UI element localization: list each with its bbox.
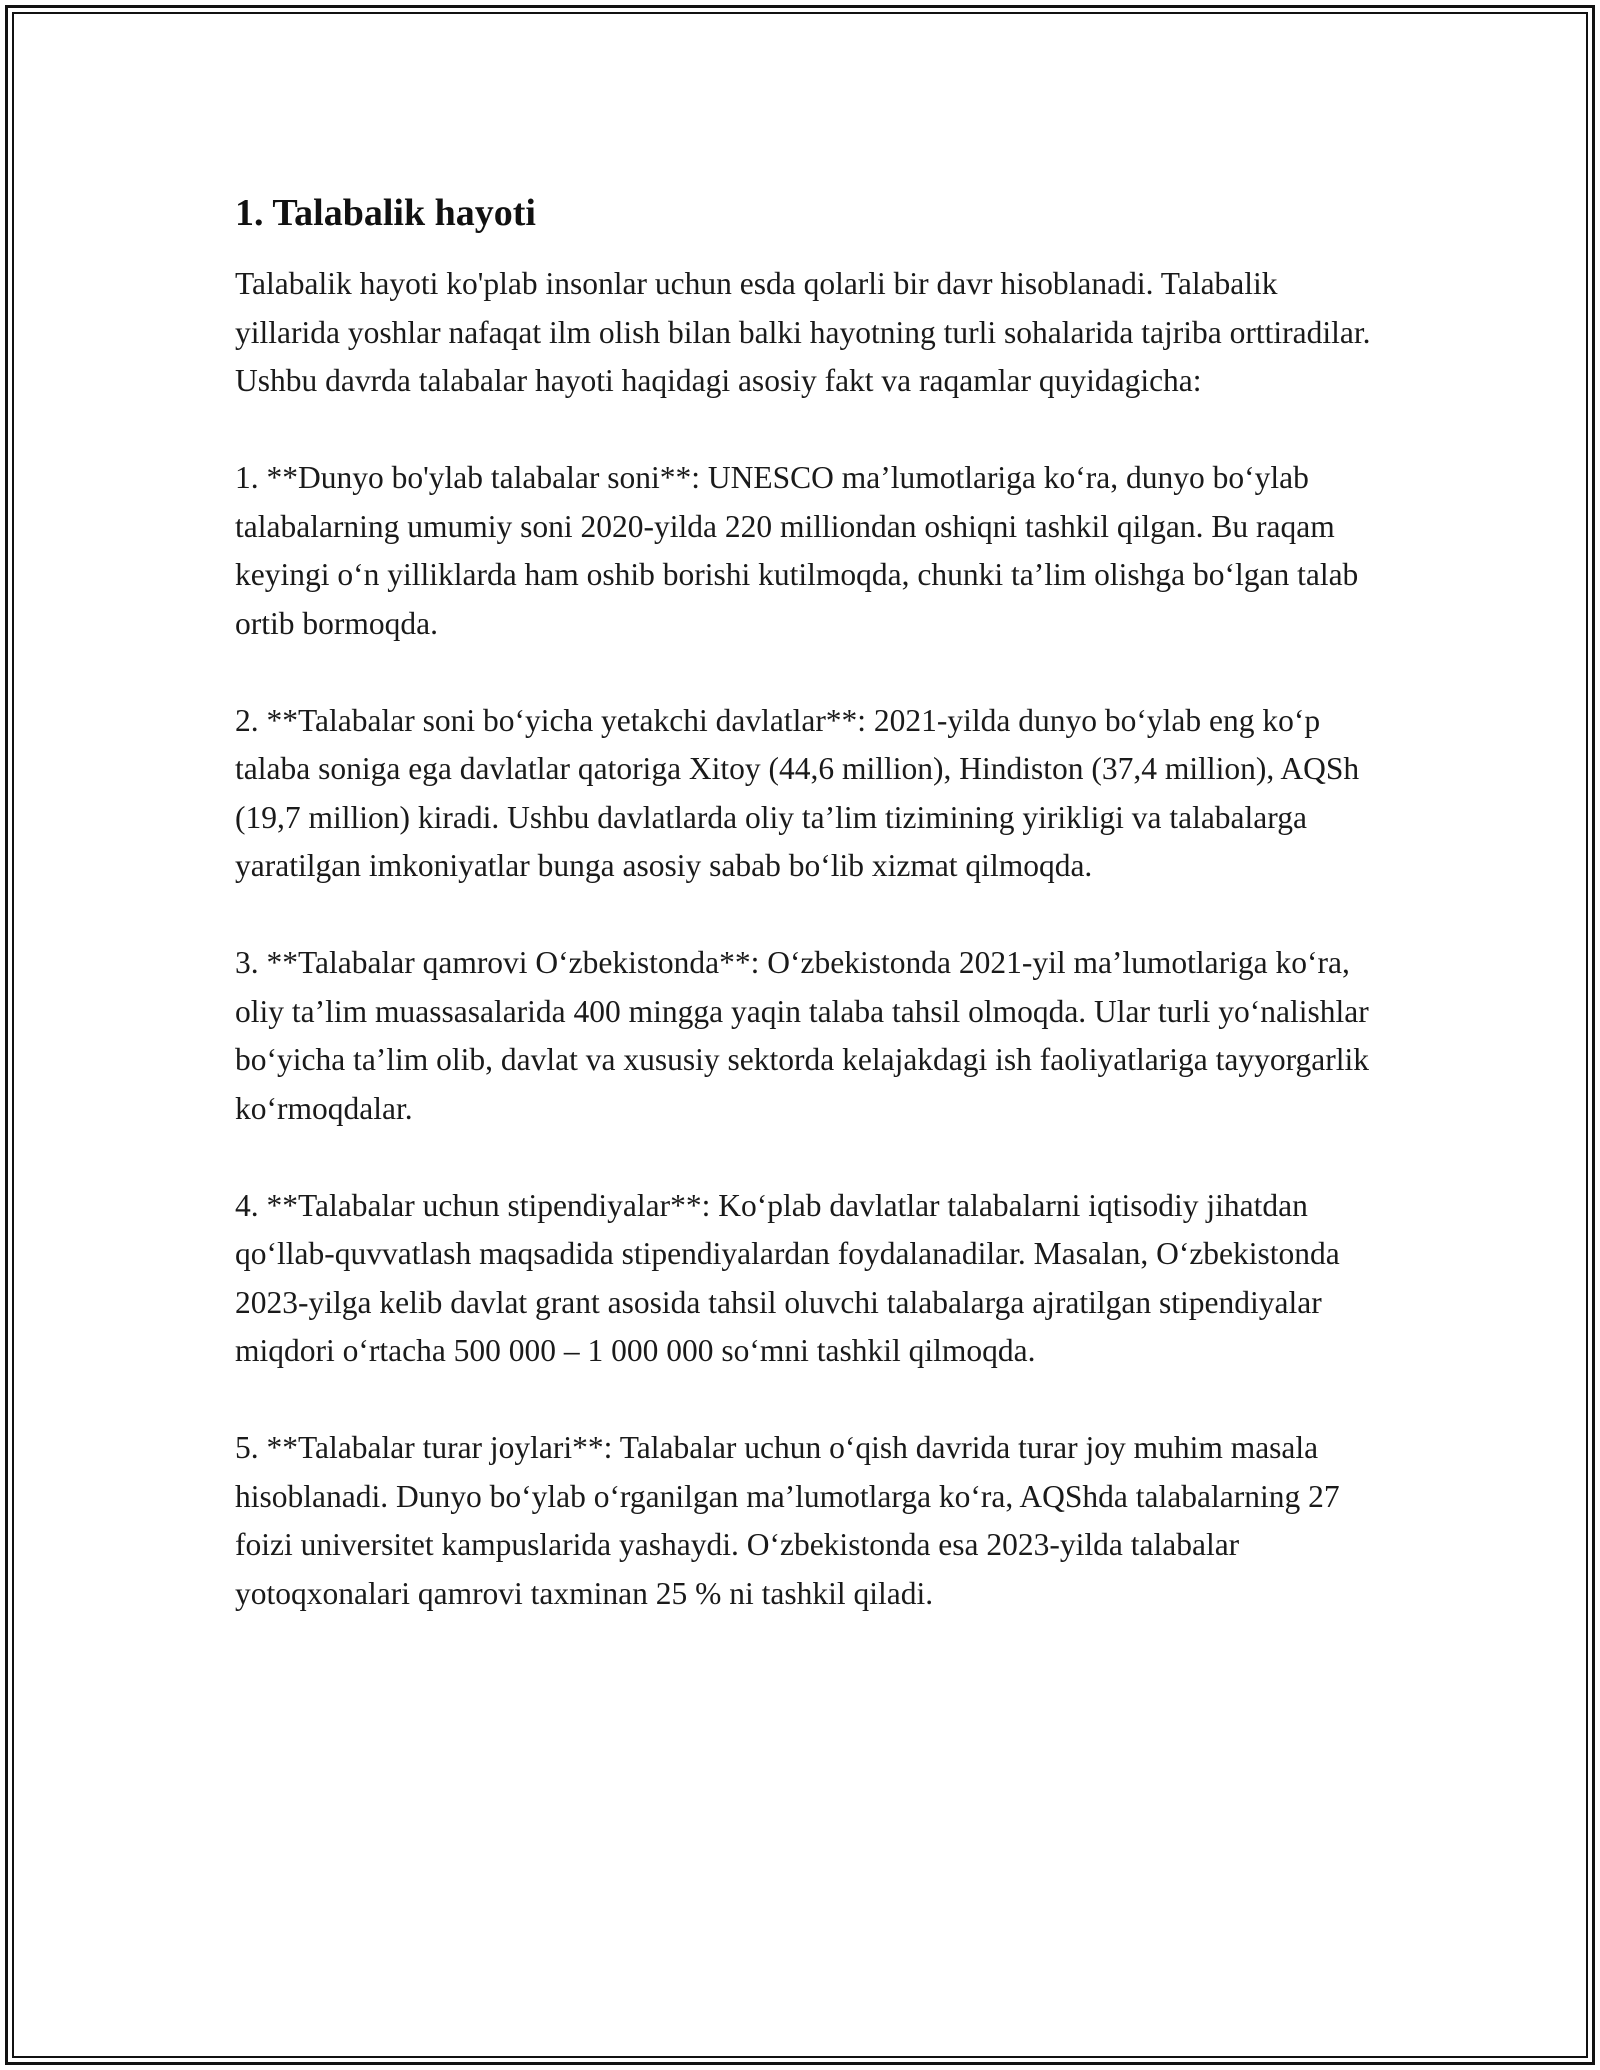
list-item-5: 5. **Talabalar turar joylari**: Talabalar uchun o‘qish davrida turar joy muhim masala hisoblanadi. Dunyo bo‘ylab o‘rganilgan ma’lumotlarga ko‘ra, AQShda talabalarning 27 foizi universitet kampuslarida yashaydi. O‘zbekistonda esa 2023-yilda talabalar yotoqxonalari qamrovi taxminan 25 % ni tashkil qiladi. [235, 1430, 1340, 1611]
document-title: 1. Talabalik hayoti [235, 192, 536, 234]
list-item-1: 1. **Dunyo bo'ylab talabalar soni**: UNESCO ma’lumotlariga ko‘ra, dunyo bo‘ylab talabalarning umumiy soni 2020-yilda 220 milliondan oshiqni tashkil qilgan. Bu raqam keyingi o‘n yilliklarda ham oshib borishi kutilmoqda, chunki ta’lim olishga bo‘lgan talab ortib bormoqda. [235, 460, 1359, 641]
list-item-3: 3. **Talabalar qamrovi O‘zbekistonda**: O‘zbekistonda 2021-yil ma’lumotlariga ko‘ra, oliy ta’lim muassasalarida 400 mingga yaqin talaba tahsil olmoqda. Ular turli yo‘nalishlar bo‘yicha ta’lim olib, davlat va xususiy sektorda kelajakdagi ish faoliyatlariga tayyorgarlik ko‘rmoqdalar. [235, 945, 1369, 1126]
list-item-2: 2. **Talabalar soni bo‘yicha yetakchi davlatlar**: 2021-yilda dunyo bo‘ylab eng ko‘p talaba soniga ega davlatlar qatoriga Xitoy (44,6 million), Hindiston (37,4 million), AQSh (19,7 million) kiradi. Ushbu davlatlarda oliy ta’lim tizimining yirikligi va talabalarga yaratilgan imkoniyatlar bunga asosiy sabab bo‘lib xizmat qilmoqda. [235, 702, 1360, 883]
intro-paragraph: Talabalik hayoti ko'plab insonlar uchun esda qolarli bir davr hisoblanadi. Talabalik yillarida yoshlar nafaqat ilm olish bilan balki hayotning turli sohalarida tajriba orttiradilar. Ushbu davrda talabalar hayoti haqidagi asosiy fakt va raqamlar quyidagicha: [235, 266, 1371, 398]
document-body [235, 186, 1375, 1667]
list-item-4: 4. **Talabalar uchun stipendiyalar**: Ko‘plab davlatlar talabalarni iqtisodiy jihatdan qo‘llab-quvvatlash maqsadida stipendiyalardan foydalanadilar. Masalan, O‘zbekistonda 2023-yilga kelib davlat grant asosida tahsil oluvchi talabalarga ajratilgan stipendiyalar miqdori o‘rtacha 500 000 – 1 000 000 so‘mni tashkil qilmoqda. [235, 1187, 1340, 1368]
